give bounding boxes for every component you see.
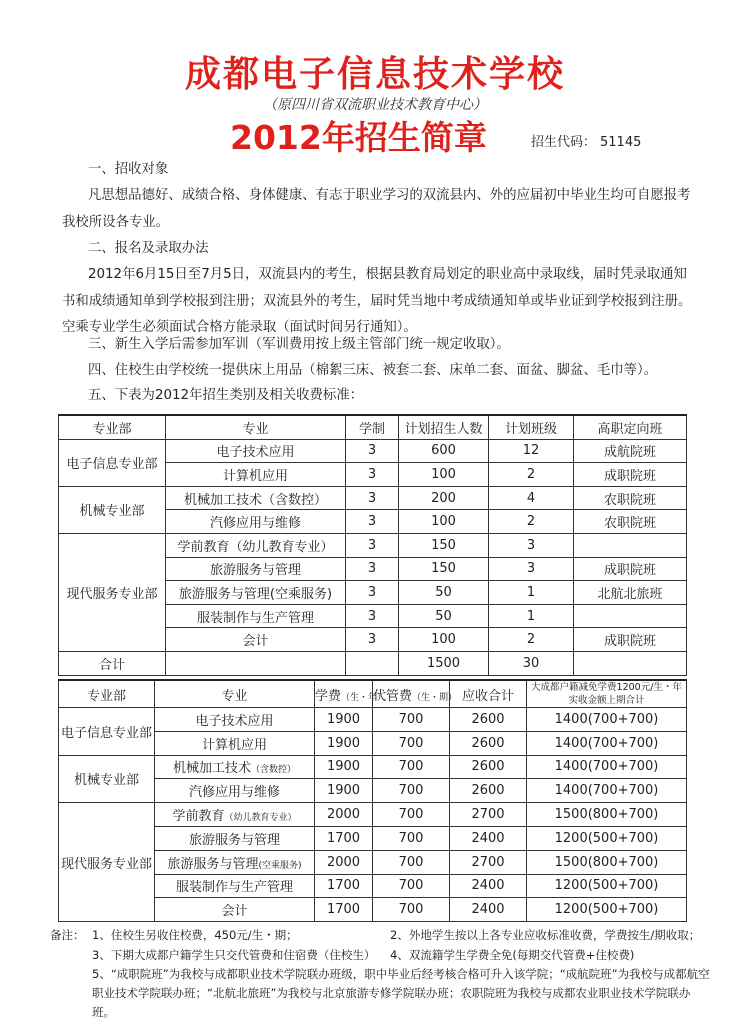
direction-cell: 成职院班	[574, 463, 687, 487]
agency-cell: 700	[373, 731, 450, 755]
major-cell: 学前教育（幼儿教育专业）	[166, 533, 346, 557]
remark-cell: 1500(800+700)	[527, 803, 687, 827]
tuition-cell: 1900	[315, 731, 373, 755]
header-cell: 学制	[346, 415, 399, 439]
remark-cell: 1200(500+700)	[527, 826, 687, 850]
major-name: 电子技术应用	[195, 713, 274, 729]
years-cell: 3	[346, 628, 399, 652]
major-cell: 会计	[166, 628, 346, 652]
remark-cell: 1500(800+700)	[527, 850, 687, 874]
direction-cell	[574, 533, 687, 557]
agency-cell: 700	[373, 803, 450, 827]
total-classes: 30	[489, 651, 574, 675]
total-cell: 2600	[450, 731, 527, 755]
empty-cell	[574, 651, 687, 675]
note-4: 4、双流籍学生学费全免(每期交代管费+住校费)	[390, 948, 635, 962]
classes-cell: 2	[489, 628, 574, 652]
major-name: 旅游服务与管理	[188, 832, 280, 848]
header-cell: 专业部	[59, 415, 166, 439]
tuition-cell: 1900	[315, 708, 373, 732]
dept-cell: 机械专业部	[59, 755, 155, 803]
years-cell: 3	[346, 486, 399, 510]
empty-cell	[166, 651, 346, 675]
remark-cell: 1200(500+700)	[527, 874, 687, 898]
total-cell: 2700	[450, 850, 527, 874]
major-cell: 服装制作与生产管理	[166, 604, 346, 628]
years-cell: 3	[346, 581, 399, 605]
total-cell: 2700	[450, 803, 527, 827]
brochure-title: 2012年招生简章	[230, 118, 487, 157]
total-cell: 2400	[450, 874, 527, 898]
total-cell: 2400	[450, 826, 527, 850]
note-5: 5、“成职院班”为我校与成都职业技术学院联办班级，职中毕业后经考核合格可升入该学院；“成航院班”为我校与成都航空职业技术学院联办班；“北航北旅班”为我校与北京旅游专修学院联办班；农职院班为我校与成都农业职业技术学院联办班。	[92, 967, 710, 1019]
direction-cell: 成航院班	[574, 439, 687, 463]
section-4: 四、住校生由学校统一提供床上用品（棉絮三床、被套二套、床单二套、面盆、脚盆、毛巾等）。	[88, 363, 658, 378]
section-1-text: 凡思想品德好、成绩合格、身体健康、有志于职业学习的双流县内、外的应届初中毕业生均可自愿报考我校所设各专业。	[62, 188, 691, 230]
major-cell: 计算机应用	[166, 463, 346, 487]
classes-cell: 1	[489, 604, 574, 628]
years-cell: 3	[346, 439, 399, 463]
agency-cell: 700	[373, 826, 450, 850]
classes-cell: 2	[489, 463, 574, 487]
note-3: 3、下期大成都户籍学生只交代管费和住宿费（住校生）	[92, 948, 376, 962]
major-note: （含数控）	[251, 765, 297, 776]
years-cell: 3	[346, 533, 399, 557]
total-row	[59, 651, 687, 675]
notes	[50, 925, 710, 1020]
major-cell: 旅游服务与管理(空乘服务)	[166, 581, 346, 605]
years-cell: 3	[346, 510, 399, 534]
major-note: (空乘服务)	[258, 860, 302, 871]
students-cell: 100	[399, 463, 489, 487]
remark-cell: 1200(500+700)	[527, 898, 687, 922]
table-row	[59, 486, 687, 510]
table-header-row	[59, 415, 687, 439]
total-cell: 2600	[450, 779, 527, 803]
remark-cell: 1400(700+700)	[527, 779, 687, 803]
table-row	[59, 803, 687, 827]
direction-cell	[574, 604, 687, 628]
header-cell: 高职定向班	[574, 415, 687, 439]
major-cell	[155, 850, 315, 874]
agency-cell: 700	[373, 708, 450, 732]
section-2-text: 2012年6月15日至7月5日，双流县内的考生，根据县教育局划定的职业高中录取线，届时凭录取通知书和成绩通知单到学校报到注册；双流县外的考生，届时凭当地中考成绩通知单或毕业证到学校报到注册。空乘专业学生必须面试合格方能录取（面试时间另行通知）。	[62, 267, 692, 335]
tuition-cell: 1700	[315, 874, 373, 898]
tuition-cell: 2000	[315, 850, 373, 874]
table-row	[59, 755, 687, 779]
years-cell: 3	[346, 463, 399, 487]
header-cell: 专业部	[59, 680, 155, 708]
total-students: 1500	[399, 651, 489, 675]
major-note: （幼儿教育专业）	[224, 813, 297, 824]
dept-cell: 机械专业部	[59, 486, 166, 533]
total-label: 合计	[59, 651, 166, 675]
tuition-unit: （生・年）	[341, 692, 387, 703]
section-3: 三、新生入学后需参加军训（军训费用按上级主管部门统一规定收取）。	[88, 337, 510, 352]
section-2-heading: 二、报名及录取办法	[88, 241, 209, 256]
students-cell: 50	[399, 604, 489, 628]
major-name: 会计	[221, 904, 248, 920]
major-cell: 旅游服务与管理	[166, 557, 346, 581]
header-cell: 应收合计	[450, 680, 527, 708]
years-cell: 3	[346, 557, 399, 581]
direction-cell: 北航北旅班	[574, 581, 687, 605]
years-cell: 3	[346, 604, 399, 628]
agency-header: 代管费	[373, 688, 413, 704]
major-cell	[155, 826, 315, 850]
direction-cell: 农职院班	[574, 486, 687, 510]
remark-cell: 1400(700+700)	[527, 755, 687, 779]
major-name: 计算机应用	[201, 737, 267, 753]
agency-cell: 700	[373, 850, 450, 874]
major-cell: 机械加工技术（含数控）	[166, 486, 346, 510]
table-header-row	[59, 680, 687, 708]
header-cell: 专业	[166, 415, 346, 439]
students-cell: 100	[399, 510, 489, 534]
tuition-cell: 1700	[315, 898, 373, 922]
major-cell	[155, 755, 315, 779]
header-cell: 计划招生人数	[399, 415, 489, 439]
remark-cell: 1400(700+700)	[527, 731, 687, 755]
major-cell	[155, 898, 315, 922]
agency-cell: 700	[373, 898, 450, 922]
students-cell: 100	[399, 628, 489, 652]
agency-cell: 700	[373, 874, 450, 898]
tuition-cell: 2000	[315, 803, 373, 827]
major-cell	[155, 731, 315, 755]
remark-cell: 1400(700+700)	[527, 708, 687, 732]
major-cell	[155, 803, 315, 827]
section-1-heading: 一、招收对象	[88, 162, 169, 177]
major-cell	[155, 874, 315, 898]
classes-cell: 3	[489, 533, 574, 557]
table-row	[59, 708, 687, 732]
students-cell: 150	[399, 557, 489, 581]
school-title: 成都电子信息技术学校	[184, 54, 565, 95]
major-name: 学前教育	[172, 809, 225, 825]
table-row	[59, 439, 687, 463]
dept-cell: 电子信息专业部	[59, 708, 155, 756]
code-value: 51145	[600, 135, 642, 150]
major-name: 机械加工技术	[172, 761, 251, 777]
major-cell: 电子技术应用	[166, 439, 346, 463]
note-1: 1、住校生另收住校费，450元/生・期；	[92, 928, 298, 942]
classes-cell: 1	[489, 581, 574, 605]
total-cell: 2400	[450, 898, 527, 922]
students-cell: 600	[399, 439, 489, 463]
dept-cell: 现代服务专业部	[59, 803, 155, 922]
remark-header: 大成都户籍减免学费1200元/生・年实收金额上期合计	[527, 680, 687, 708]
tuition-cell: 1900	[315, 755, 373, 779]
dept-cell: 现代服务专业部	[59, 533, 166, 651]
classes-cell: 4	[489, 486, 574, 510]
students-cell: 200	[399, 486, 489, 510]
fee-table	[58, 679, 687, 922]
enrollment-plan-table	[58, 414, 687, 676]
header-cell	[373, 680, 458, 708]
total-cell: 2600	[450, 708, 527, 732]
tuition-header: 学费	[315, 688, 342, 704]
enrollment-code	[527, 131, 641, 150]
major-cell	[155, 779, 315, 803]
classes-cell: 12	[489, 439, 574, 463]
students-cell: 150	[399, 533, 489, 557]
classes-cell: 3	[489, 557, 574, 581]
total-cell: 2600	[450, 755, 527, 779]
classes-cell: 2	[489, 510, 574, 534]
tuition-cell: 1900	[315, 779, 373, 803]
header-cell: 计划班级	[489, 415, 574, 439]
major-cell: 汽修应用与维修	[166, 510, 346, 534]
note-2: 2、外地学生按以上各专业应收标准收费，学费按生/期收取；	[390, 928, 701, 942]
header-cell: 专业	[155, 680, 315, 708]
agency-cell: 700	[373, 779, 450, 803]
tuition-cell: 1700	[315, 826, 373, 850]
table-row	[59, 533, 687, 557]
students-cell: 50	[399, 581, 489, 605]
direction-cell: 成职院班	[574, 557, 687, 581]
major-cell	[155, 708, 315, 732]
code-label: 招生代码：	[531, 135, 597, 150]
major-name: 旅游服务与管理	[167, 856, 259, 872]
dept-cell: 电子信息专业部	[59, 439, 166, 486]
section-5: 五、下表为2012年招生类别及相关收费标准：	[88, 388, 364, 403]
major-name: 汽修应用与维修	[188, 785, 280, 801]
header-cell	[315, 680, 387, 708]
agency-unit: （生・期）	[412, 692, 458, 703]
direction-cell: 成职院班	[574, 628, 687, 652]
major-name: 服装制作与生产管理	[175, 880, 293, 896]
notes-label: 备注：	[50, 928, 85, 942]
agency-cell: 700	[373, 755, 450, 779]
school-former-name: （原四川省双流职业技术教育中心）	[263, 97, 487, 113]
empty-cell	[346, 651, 399, 675]
direction-cell: 农职院班	[574, 510, 687, 534]
